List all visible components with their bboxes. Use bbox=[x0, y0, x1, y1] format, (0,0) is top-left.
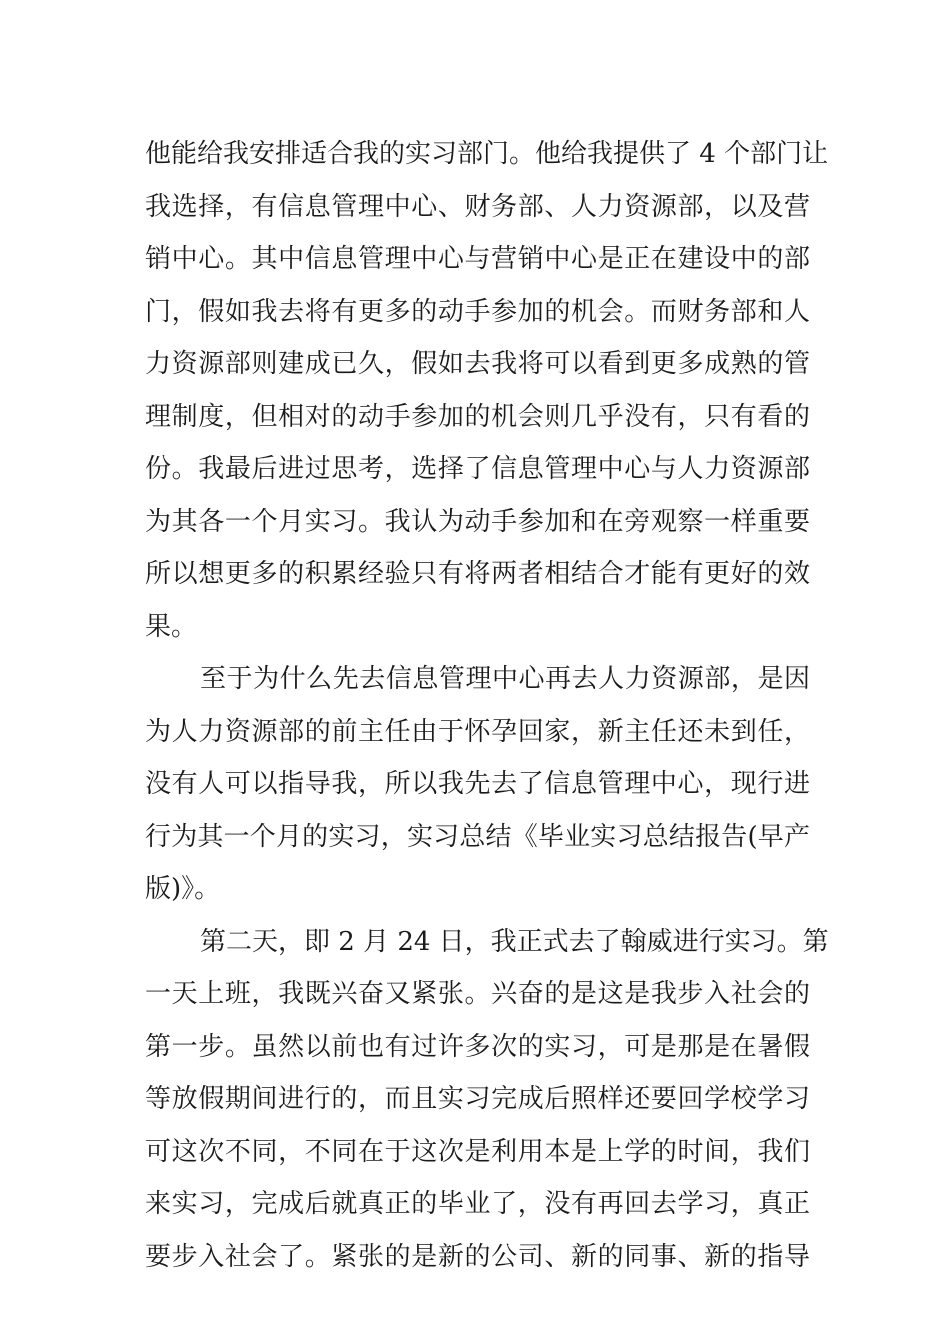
text-line: 要步入社会了。紧张的是新的公司、新的同事、新的指导 bbox=[145, 1241, 810, 1272]
text-line: 力资源部则建成已久，假如去我将可以看到更多成熟的管 bbox=[145, 349, 810, 379]
text-line: 我选择，有信息管理中心、财务部、人力资源部，以及营 bbox=[145, 191, 810, 222]
text-line: 至于为什么先去信息管理中心再去人力资源部，是因 bbox=[200, 664, 810, 694]
text-line: 销中心。其中信息管理中心与营销中心是正在建设中的部 bbox=[145, 244, 810, 274]
text-line: 行为其一个月的实习，实习总结《毕业实习总结报告(早产 bbox=[145, 821, 810, 852]
text-line: 没有人可以指导我，所以我先去了信息管理中心，现行进 bbox=[145, 769, 810, 799]
text-line: 为其各一个月实习。我认为动手参加和在旁观察一样重要 bbox=[145, 506, 810, 537]
text-line: 等放假期间进行的，而且实习完成后照样还要回学校学习 bbox=[145, 1084, 810, 1114]
text-line: 第二天，即 2 月 24 日，我正式去了翰威进行实习。第 bbox=[200, 926, 829, 957]
text-line: 版)》。 bbox=[145, 874, 221, 904]
text-line: 理制度，但相对的动手参加的机会则几乎没有，只有看的 bbox=[145, 401, 810, 432]
text-line: 为人力资源部的前主任由于怀孕回家，新主任还未到任， bbox=[145, 716, 810, 747]
text-line: 可这次不同，不同在于这次是利用本是上学的时间，我们 bbox=[145, 1136, 810, 1167]
text-line: 一天上班，我既兴奋又紧张。兴奋的是这是我步入社会的 bbox=[145, 979, 810, 1009]
text-line: 第一步。虽然以前也有过许多次的实习，可是那是在暑假 bbox=[145, 1031, 810, 1062]
text-line: 所以想更多的积累经验只有将两者相结合才能有更好的效 bbox=[145, 559, 810, 589]
text-line: 门，假如我去将有更多的动手参加的机会。而财务部和人 bbox=[145, 296, 810, 327]
text-line: 他能给我安排适合我的实习部门。他给我提供了 4 个部门让 bbox=[145, 139, 829, 169]
body-text bbox=[145, 128, 829, 1283]
text-line: 份。我最后进过思考，选择了信息管理中心与人力资源部 bbox=[145, 454, 810, 484]
text-line: 来实习，完成后就真正的毕业了，没有再回去学习，真正 bbox=[145, 1189, 810, 1219]
text-line: 果。 bbox=[145, 611, 198, 642]
